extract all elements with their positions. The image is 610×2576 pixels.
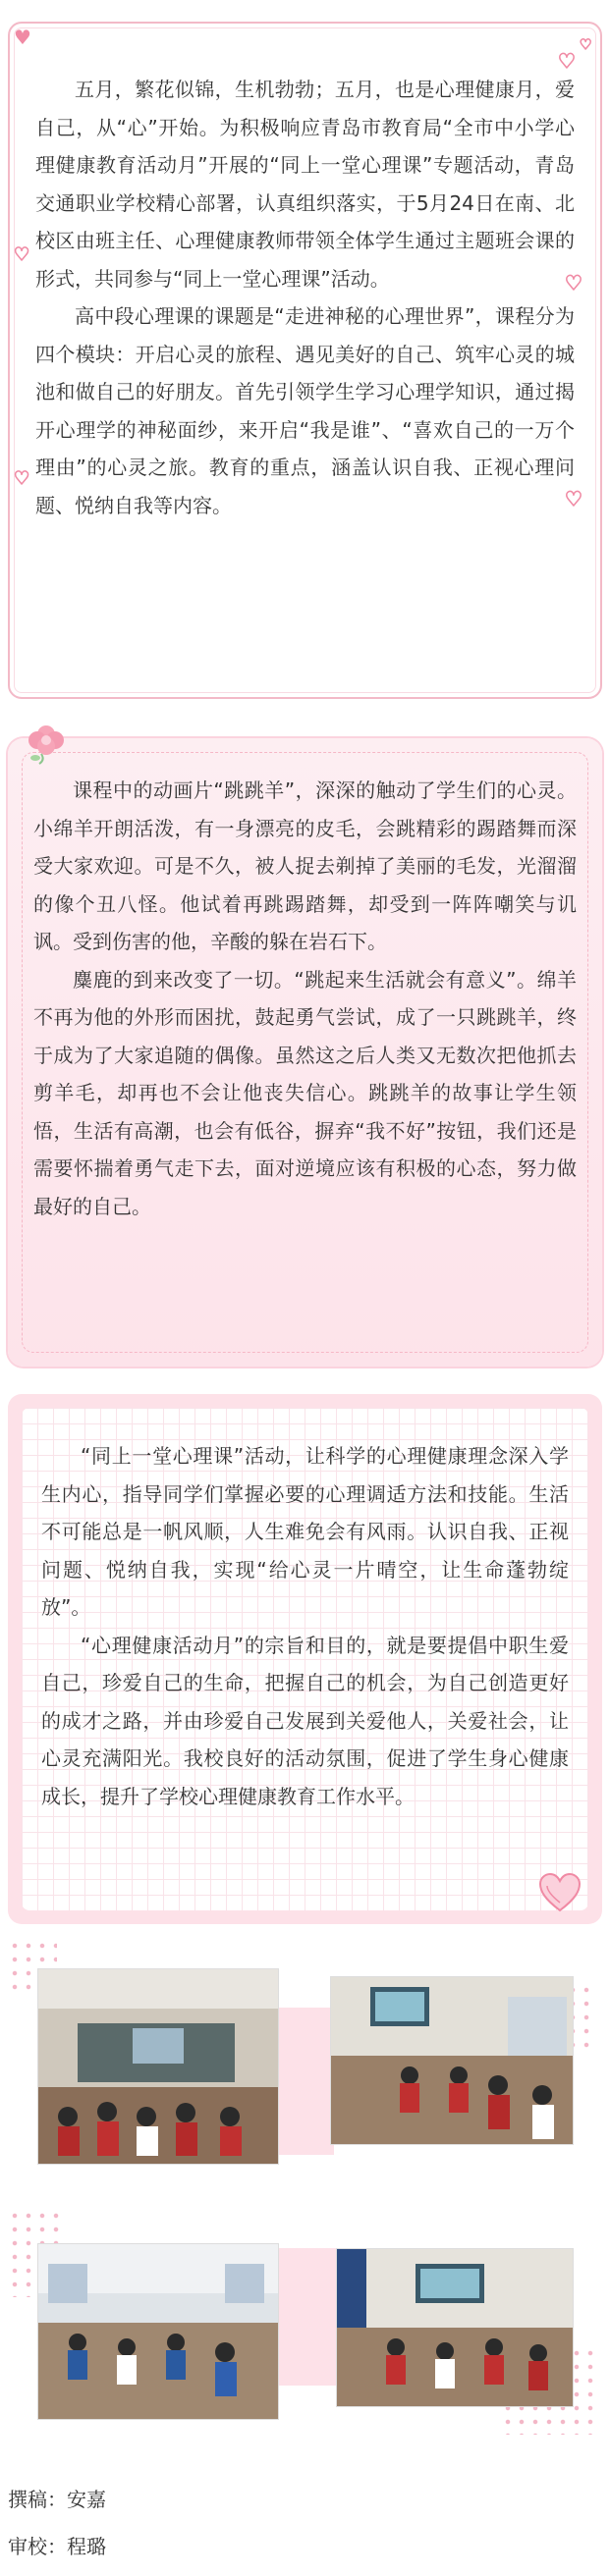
reviewer-credit — [8, 2531, 106, 2559]
heart-icon: ♥ — [14, 468, 30, 489]
story-paragraph-2: 麋鹿的到来改变了一切。“跳起来生活就会有意义”。绵羊不再为他的外形而困扰，鼓起勇气尝试，成了一只跳跳羊，终于成为了大家追随的偶像。虽然这之后人类又无数次把他抓去剪羊毛，却再也不会让他丧失信心。跳跳羊的故事让学生领悟，生活有高潮，也会有低谷，摒弃“我不好”按钮，我们还是需要怀揣着勇气走下去，面对逆境应该有积极的心态，努力做最好的自己。 — [33, 967, 577, 1218]
author-label: 撰稿： — [8, 2488, 67, 2511]
author-credit — [8, 2484, 106, 2512]
intro-paragraph-2: 高中段心理课的课题是“走进神秘的心理世界”，课程分为四个模块：开启心灵的旅程、遇见美好的自己、筑牢心灵的城池和做自己的好朋友。首先引领学生学习心理学知识，通过揭开心理学的神秘面纱，来开启“我是谁”、“喜欢自己的一万个理由”的心灵之旅。教育的重点，涵盖认识自我、正视心理问题、悦纳自我等内容。 — [35, 304, 575, 517]
story-paragraph-1: 课程中的动画片“跳跳羊”，深深的触动了学生们的心灵。小绵羊开朗活泼，有一身漂亮的皮毛，会跳精彩的踢踏舞而深受大家欢迎。可是不久，被人捉去剃掉了美丽的毛发，光溜溜的像个丑八怪。他试着再跳踢踏舞，却受到一阵阵嘲笑与讥讽。受到伤害的他，辛酸的躲在岩石下。 — [33, 778, 577, 953]
flower-icon — [22, 717, 71, 766]
intro-paragraph-1: 五月，繁花似锦，生机勃勃；五月，也是心理健康月，爱自己，从“心”开始。为积极响应青岛市教育局“全市中小学心理健康教育活动月”开展的“同上一堂心理课”专题活动，青岛交通职业学校精心部署，认真组织落实，于5月24日在南、北校区由班主任、心理健康教师带领全体学生通过主题班会课的形式，共同参与“同上一堂心理课”活动。 — [35, 78, 575, 291]
summary-card — [8, 1394, 602, 1924]
heart-icon: ♥ — [558, 49, 576, 73]
heart-icon: ♥ — [14, 244, 30, 265]
story-card — [8, 738, 602, 1367]
summary-paragraph-2: “心理健康活动月”的宗旨和目的，就是要提倡中职生爱自己，珍爱自己的生命，把握自己的机会，为自己创造更好的成才之路，并由珍爱自己发展到关爱他人，关爱社会，让心灵充满阳光。我校良好的活动氛围，促进了学生身心健康成长，提升了学校心理健康教育工作水平。 — [41, 1633, 569, 1808]
heart-icon: ♥ — [580, 37, 592, 53]
pink-block — [275, 2008, 334, 2155]
reviewer-label: 审校： — [8, 2535, 67, 2558]
classroom-photo-2 — [330, 1976, 574, 2145]
grid-panel — [22, 1408, 588, 1910]
classroom-photo-1 — [37, 1968, 279, 2165]
reviewer-name: 程璐 — [67, 2535, 106, 2558]
classroom-photo-4 — [336, 2248, 574, 2407]
heart-icon: ♥ — [565, 487, 582, 510]
summary-paragraph-1: “同上一堂心理课”活动，让科学的心理健康理念深入学生内心，指导同学们掌握必要的心理调适方法和技能。生活不可能总是一帆风顺，人生难免会有风雨。认识自我、正视问题、悦纳自我，实现“给心灵一片晴空，让生命蓬勃绽放”。 — [41, 1444, 569, 1619]
intro-card — [8, 22, 602, 699]
heart-icon — [538, 1873, 582, 1912]
heart-icon: ♥ — [565, 271, 582, 295]
classroom-photo-3 — [37, 2243, 279, 2420]
author-name: 安嘉 — [67, 2488, 106, 2511]
heart-icon: ♥ — [14, 26, 31, 49]
